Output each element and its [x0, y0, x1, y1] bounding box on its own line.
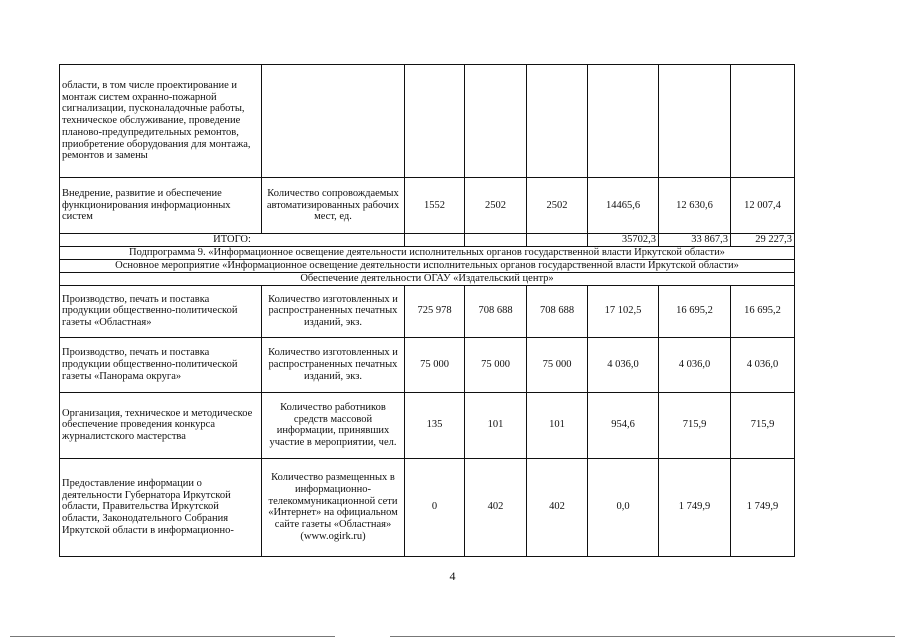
value-cell: 402 [527, 458, 588, 556]
value-cell: 101 [465, 392, 527, 458]
activity-cell: Производство, печать и поставка продукции общественно-политической газеты «Панорама округа» [60, 337, 262, 392]
table-row [60, 337, 795, 392]
subprogram-header: Подпрограмма 9. «Информационное освещение деятельности исполнительных органов государственной власти Иркутской области» [60, 246, 795, 259]
value-cell: 14465,6 [588, 178, 659, 234]
value-cell [527, 65, 588, 178]
value-cell: 715,9 [659, 392, 731, 458]
indicator-cell: Количество работников средств массовой информации, принявших участие в мероприятии, чел. [262, 392, 405, 458]
value-cell: 708 688 [527, 285, 588, 337]
value-cell: 954,6 [588, 392, 659, 458]
provision-header-row [60, 272, 795, 285]
scan-edge-line [10, 636, 335, 637]
indicator-cell [262, 65, 405, 178]
indicator-cell: Количество сопровождаемых автоматизированных рабочих мест, ед. [262, 178, 405, 234]
total-row [60, 234, 795, 247]
main-activity-header-row [60, 259, 795, 272]
value-cell: 0 [405, 458, 465, 556]
value-cell: 4 036,0 [659, 337, 731, 392]
indicator-cell: Количество изготовленных и распространенных печатных изданий, экз. [262, 337, 405, 392]
table-row [60, 285, 795, 337]
value-cell [405, 65, 465, 178]
total-value: 29 227,3 [731, 234, 795, 247]
program-table [59, 64, 795, 557]
provision-header: Обеспечение деятельности ОГАУ «Издательский центр» [60, 272, 795, 285]
total-label: ИТОГО: [60, 234, 405, 247]
value-cell [588, 65, 659, 178]
value-cell: 708 688 [465, 285, 527, 337]
value-cell: 135 [405, 392, 465, 458]
table-row [60, 65, 795, 178]
page-number: 4 [449, 569, 456, 583]
activity-cell: Производство, печать и поставка продукции общественно-политической газеты «Областная» [60, 285, 262, 337]
table-row [60, 458, 795, 556]
value-cell: 715,9 [731, 392, 795, 458]
table-row [60, 392, 795, 458]
value-cell: 101 [527, 392, 588, 458]
value-cell: 16 695,2 [659, 285, 731, 337]
activity-cell: области, в том числе проектирование и монтаж систем охранно-пожарной сигнализации, пусконаладочные работы, техническое обслуживание, проведение планово-предупредительных ремонтов, приобретение оборудования для монтажа, ремонтов и замены [60, 65, 262, 178]
value-cell: 75 000 [405, 337, 465, 392]
main-activity-header: Основное мероприятие «Информационное освещение деятельности исполнительных органов государственной власти Иркутской области» [60, 259, 795, 272]
value-cell: 4 036,0 [588, 337, 659, 392]
value-cell [465, 65, 527, 178]
value-cell: 1 749,9 [659, 458, 731, 556]
value-cell: 12 007,4 [731, 178, 795, 234]
value-cell [731, 65, 795, 178]
value-cell: 402 [465, 458, 527, 556]
value-cell: 2502 [465, 178, 527, 234]
total-value: 35702,3 [588, 234, 659, 247]
value-cell: 4 036,0 [731, 337, 795, 392]
value-cell: 2502 [527, 178, 588, 234]
total-value: 33 867,3 [659, 234, 731, 247]
activity-cell: Организация, техническое и методическое обеспечение проведения конкурса журналистского мастерства [60, 392, 262, 458]
indicator-cell: Количество размещенных в информационно-телекоммуникационной сети «Интернет» на официальном сайте газеты «Областная» (www.ogirk.ru) [262, 458, 405, 556]
value-cell: 0,0 [588, 458, 659, 556]
value-cell: 17 102,5 [588, 285, 659, 337]
value-cell: 725 978 [405, 285, 465, 337]
value-cell: 12 630,6 [659, 178, 731, 234]
activity-cell: Предоставление информации о деятельности Губернатора Иркутской области, Правительства Иркутской области, Законодательного Собрания Иркутской области в информационно- [60, 458, 262, 556]
value-cell: 1552 [405, 178, 465, 234]
indicator-cell: Количество изготовленных и распространенных печатных изданий, экз. [262, 285, 405, 337]
value-cell: 16 695,2 [731, 285, 795, 337]
subprogram-header-row [60, 246, 795, 259]
value-cell: 1 749,9 [731, 458, 795, 556]
scan-edge-line [390, 636, 895, 637]
table-row [60, 178, 795, 234]
value-cell [659, 65, 731, 178]
activity-cell: Внедрение, развитие и обеспечение функционирования информационных систем [60, 178, 262, 234]
value-cell: 75 000 [465, 337, 527, 392]
value-cell: 75 000 [527, 337, 588, 392]
